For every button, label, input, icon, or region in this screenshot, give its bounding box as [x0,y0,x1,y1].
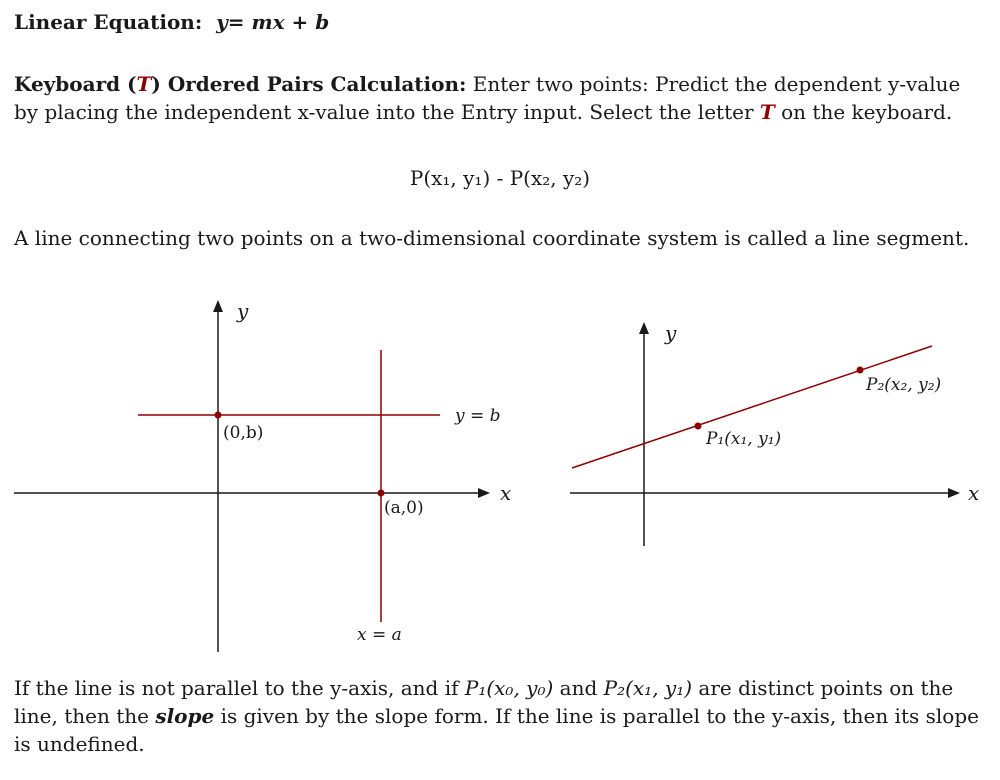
slope-word: slope [155,704,215,728]
point-p2-label: P₂(x₂, y₂) [866,375,942,395]
slope-point-p2: P₂(x₁, y₁) [603,676,693,700]
left-y-axis-label: y [237,299,249,323]
x-intercept-point [378,490,385,497]
slope-paragraph [14,674,986,758]
right-x-axis-label: x [968,481,980,505]
line-segment-text: A line connecting two points on a two-dimensional coordinate system is called a line segment. [14,226,970,250]
right-graph [570,321,979,546]
slope-text-1: If the line is not parallel to the y-axis, and if [14,676,465,700]
title-equation: y= mx + b [216,10,330,34]
keyboard-letter-t: T [759,100,775,124]
line-through-points [572,346,932,468]
slope-text-3: are distinct points on the line, then the [14,676,954,728]
vertical-line-label: x = a [357,625,402,645]
slope-point-p1: P₁(x₀, y₀) [464,676,554,700]
title-label: Linear Equation: [14,10,203,34]
keyboard-text-2: on the keyboard. [774,100,953,124]
points-formula: P(x₁, y₁) - P(x₂, y₂) [409,166,591,190]
slope-text-2: and [553,676,604,700]
point-p1-label: P₁(x₁, y₁) [706,429,782,449]
left-x-axis-label: x [500,481,512,505]
y-intercept-point [215,412,222,419]
keyboard-text-1: Enter two points: Predict the dependent y-value by placing the independent x-value into the Entry input. Select the letter [14,72,961,124]
point-p2 [857,367,864,374]
point-p1 [695,423,702,430]
horizontal-line-label: y = b [455,406,501,426]
keyboard-heading-letter: T [136,72,152,96]
right-y-axis-label: y [665,321,677,345]
slope-text-4: is given by the slope form. If the line is parallel to the y-axis, then its slope is undefined. [14,704,979,756]
x-intercept-label: (a,0) [384,498,424,518]
keyboard-heading: Keyboard (T) Ordered Pairs Calculation: [14,72,467,96]
y-intercept-label: (0,b) [223,423,264,443]
left-graph [14,299,511,652]
